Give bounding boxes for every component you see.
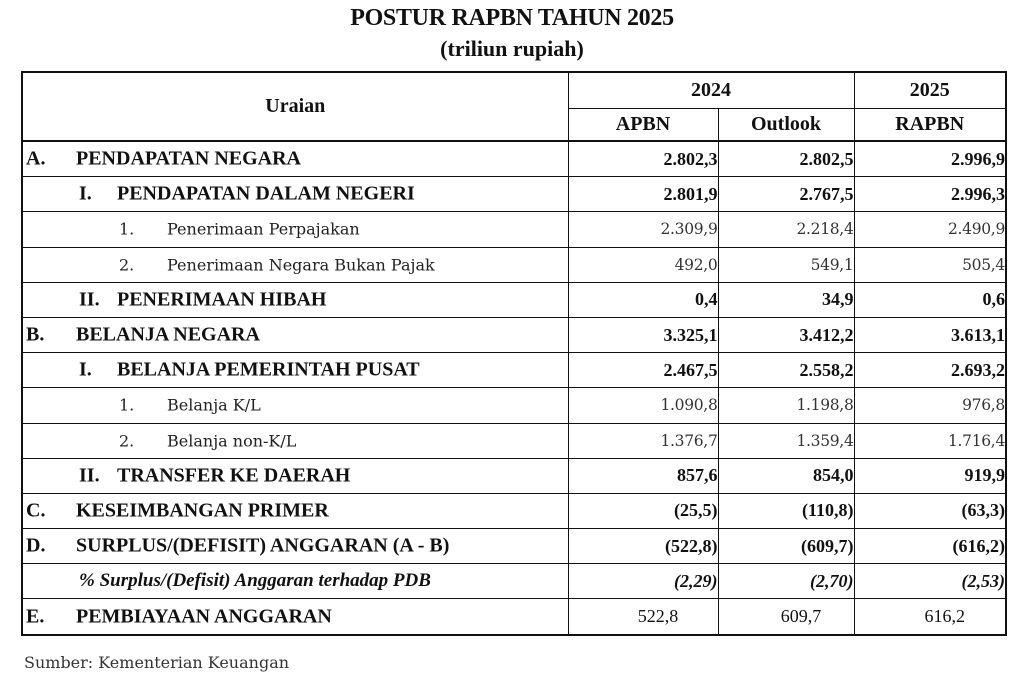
outlook-value: 34,9	[718, 282, 854, 317]
row-label: PENERIMAAN HIBAH	[117, 288, 327, 311]
rapbn-value: 919,9	[854, 458, 1006, 493]
row-code: 2.	[119, 255, 135, 275]
table-row	[22, 493, 1006, 528]
row-label-cell	[22, 317, 568, 352]
row-code: II.	[79, 464, 100, 487]
rapbn-value: 2.996,3	[854, 177, 1006, 212]
rapbn-value: (63,3)	[854, 493, 1006, 528]
column-group-2025: 2025	[854, 72, 1006, 109]
outlook-value: 1.359,4	[718, 423, 854, 458]
apbn-value: 2.309,9	[568, 212, 718, 247]
rapbn-value: (616,2)	[854, 529, 1006, 564]
column-group-2024: 2024	[568, 72, 854, 109]
row-label: % Surplus/(Defisit) Anggaran terhadap PDB	[79, 570, 431, 592]
row-code: 1.	[119, 219, 135, 239]
outlook-value: 3.412,2	[718, 317, 854, 352]
row-label-cell	[22, 388, 568, 423]
column-header-rapbn: RAPBN	[854, 109, 1006, 142]
rapbn-value: 0,6	[854, 282, 1006, 317]
outlook-value: 1.198,8	[718, 388, 854, 423]
apbn-value: 857,6	[568, 458, 718, 493]
apbn-value: 2.801,9	[568, 177, 718, 212]
column-header-outlook: Outlook	[718, 109, 854, 142]
apbn-value: (522,8)	[568, 529, 718, 564]
row-code: E.	[26, 605, 45, 628]
apbn-value: 2.802,3	[568, 141, 718, 177]
row-label-cell	[22, 564, 568, 599]
table-row	[22, 564, 1006, 599]
outlook-value: (609,7)	[718, 529, 854, 564]
row-label-cell	[22, 493, 568, 528]
row-code: C.	[26, 499, 46, 522]
outlook-value: 549,1	[718, 247, 854, 282]
row-label-cell	[22, 599, 568, 635]
outlook-value: 2.558,2	[718, 353, 854, 388]
outlook-value: 2.218,4	[718, 212, 854, 247]
row-label-cell	[22, 353, 568, 388]
budget-posture-table	[21, 71, 1007, 636]
outlook-value: 2.802,5	[718, 141, 854, 177]
table-row	[22, 458, 1006, 493]
table-row	[22, 141, 1006, 177]
row-code: 1.	[119, 395, 135, 415]
table-row	[22, 353, 1006, 388]
table-row	[22, 529, 1006, 564]
row-label-cell	[22, 529, 568, 564]
row-label-cell	[22, 141, 568, 177]
rapbn-value: (2,53)	[854, 564, 1006, 599]
row-label: BELANJA NEGARA	[76, 323, 260, 346]
row-label: BELANJA PEMERINTAH PUSAT	[117, 358, 420, 381]
row-label: TRANSFER KE DAERAH	[117, 464, 351, 487]
row-code: I.	[79, 358, 92, 381]
outlook-value: 2.767,5	[718, 177, 854, 212]
rapbn-value: 2.490,9	[854, 212, 1006, 247]
table-row	[22, 282, 1006, 317]
page-subtitle: (triliun rupiah)	[440, 36, 584, 61]
table-row	[22, 212, 1006, 247]
rapbn-value: 976,8	[854, 388, 1006, 423]
row-label: PENDAPATAN DALAM NEGERI	[117, 182, 415, 205]
apbn-value: 0,4	[568, 282, 718, 317]
row-label-cell	[22, 282, 568, 317]
row-label: Penerimaan Negara Bukan Pajak	[167, 255, 435, 275]
table-row	[22, 317, 1006, 352]
table-row	[22, 177, 1006, 212]
apbn-value: 1.090,8	[568, 388, 718, 423]
outlook-value: (2,70)	[718, 564, 854, 599]
apbn-value: 492,0	[568, 247, 718, 282]
page-title: POSTUR RAPBN TAHUN 2025	[350, 5, 674, 31]
rapbn-value: 1.716,4	[854, 423, 1006, 458]
rapbn-value: 2.693,2	[854, 353, 1006, 388]
table-row	[22, 247, 1006, 282]
row-code: 2.	[119, 431, 135, 451]
outlook-value: (110,8)	[718, 493, 854, 528]
column-header-uraian: Uraian	[22, 72, 568, 141]
row-label: KESEIMBANGAN PRIMER	[76, 499, 329, 522]
rapbn-value: 2.996,9	[854, 141, 1006, 177]
row-label: Belanja K/L	[167, 395, 261, 415]
row-code: D.	[26, 534, 46, 557]
row-label-cell	[22, 212, 568, 247]
table-row	[22, 388, 1006, 423]
apbn-value: (2,29)	[568, 564, 718, 599]
apbn-value: 522,8	[568, 599, 718, 635]
row-code: I.	[79, 182, 92, 205]
row-code: II.	[79, 288, 100, 311]
outlook-value: 854,0	[718, 458, 854, 493]
apbn-value: 2.467,5	[568, 353, 718, 388]
row-code: B.	[26, 323, 45, 346]
row-label: PENDAPATAN NEGARA	[76, 147, 301, 170]
table-row	[22, 599, 1006, 635]
row-label: PEMBIAYAAN ANGGARAN	[76, 605, 332, 628]
row-label-cell	[22, 177, 568, 212]
table-row	[22, 423, 1006, 458]
apbn-value: 1.376,7	[568, 423, 718, 458]
row-code: A.	[26, 147, 46, 170]
row-label: SURPLUS/(DEFISIT) ANGGARAN (A - B)	[76, 534, 450, 557]
row-label: Penerimaan Perpajakan	[167, 219, 360, 239]
row-label-cell	[22, 423, 568, 458]
apbn-value: 3.325,1	[568, 317, 718, 352]
rapbn-value: 505,4	[854, 247, 1006, 282]
apbn-value: (25,5)	[568, 493, 718, 528]
rapbn-value: 616,2	[854, 599, 1006, 635]
row-label-cell	[22, 458, 568, 493]
outlook-value: 609,7	[718, 599, 854, 635]
row-label-cell	[22, 247, 568, 282]
row-label: Belanja non-K/L	[167, 431, 297, 451]
rapbn-value: 3.613,1	[854, 317, 1006, 352]
column-header-apbn: APBN	[568, 109, 718, 142]
source-note: Sumber: Kementerian Keuangan	[24, 653, 290, 672]
